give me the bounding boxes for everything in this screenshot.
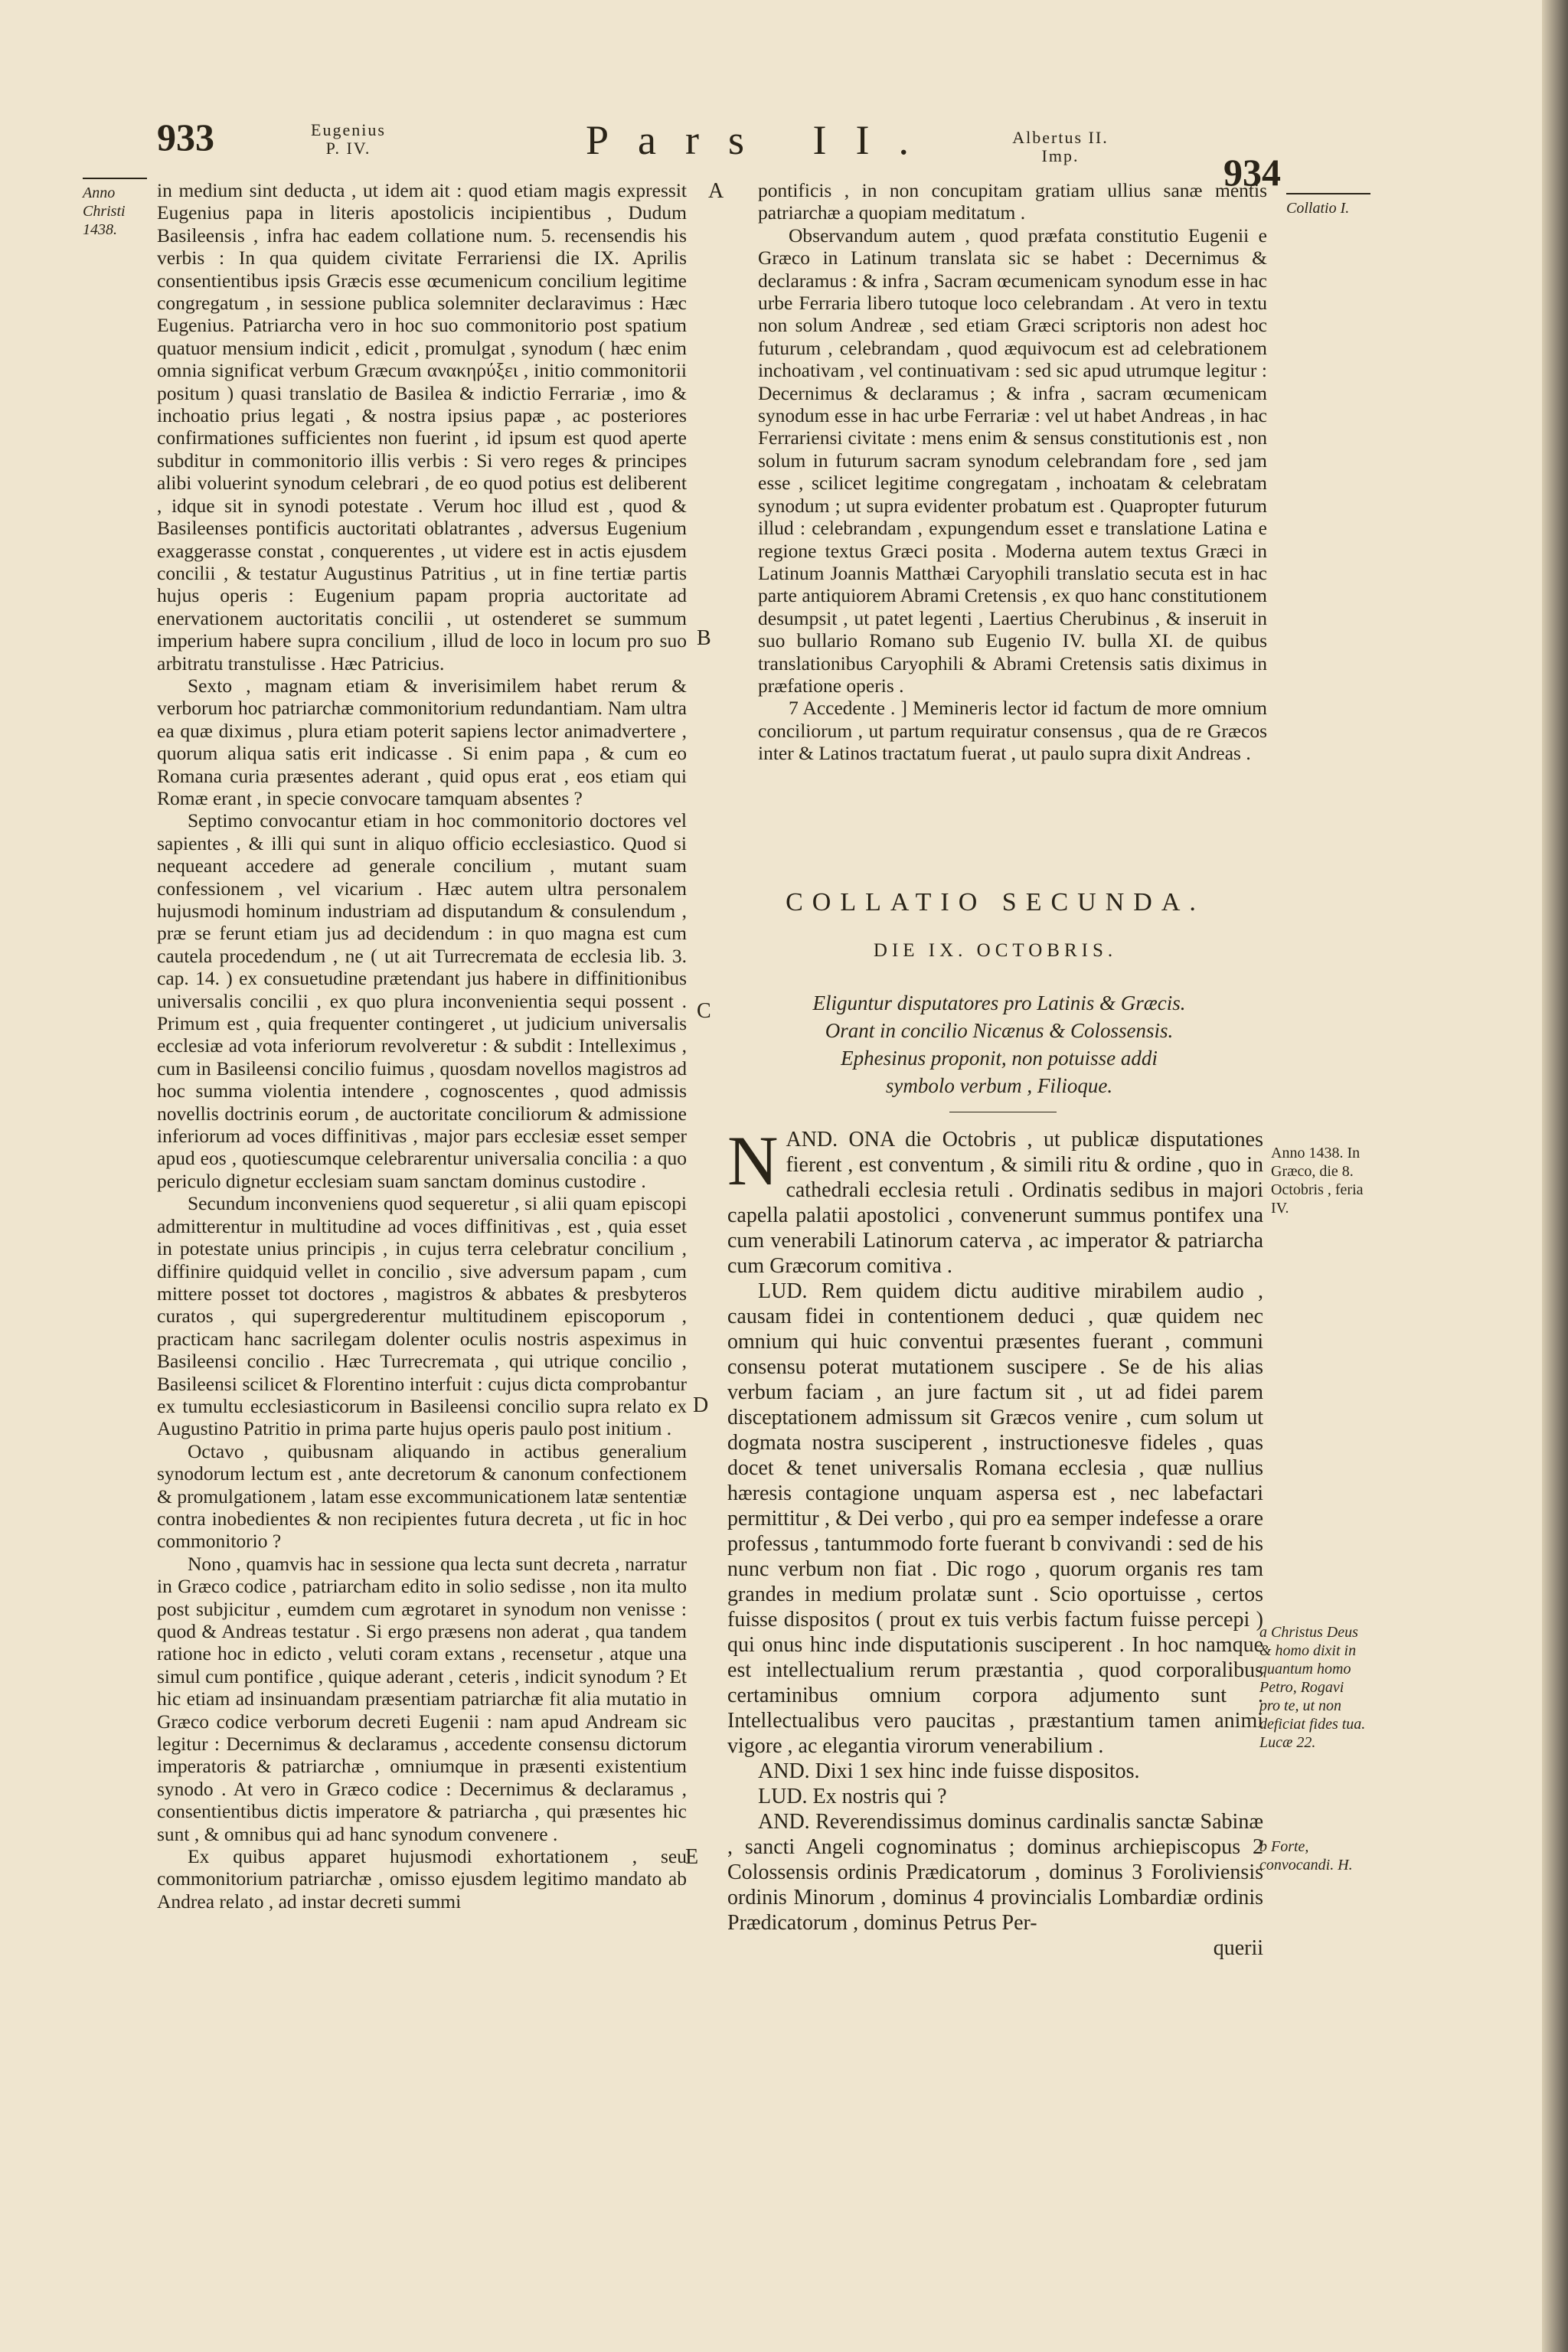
right-note-paragraph: 7 Accedente . ] Memineris lector id factum de more omnium conciliorum , ut partum requiratur consensus , qua de re Græcos inter & Latinos tractatum fuerat , ut paulo supra dixit Andreas .	[758, 697, 1267, 765]
section-title: COLLATIO SECUNDA.	[786, 888, 1205, 916]
margin-footnote-b: b Forte, convocandi. H.	[1259, 1838, 1353, 1873]
dialogue-column	[727, 1122, 1263, 1961]
left-runhead-line1: Eugenius	[311, 120, 386, 139]
left-runhead-line2: P. IV.	[325, 139, 371, 158]
section-letter-c: C	[697, 999, 711, 1023]
left-paragraph: Ex quibus apparet hujusmodi exhortationem , seu commonitorium patriarchæ , omisso ejusdem legitimo mandato ab Andrea relato , ad instar decreti summi	[157, 1845, 687, 1913]
section-summary	[766, 989, 1233, 1099]
margin-year-note	[83, 178, 153, 239]
summary-line: Orant in concilio Nicænus & Colossensis.	[825, 1019, 1174, 1042]
right-runhead-line1: Albertus II.	[1012, 128, 1109, 147]
page-edge-shadow	[1542, 0, 1568, 2352]
left-text-column	[157, 179, 687, 1913]
left-paragraph: Octavo , quibusnam aliquando in actibus generalium synodorum lectum est , ante decretorum & canonum confectionem & promulgationem , latam esse excommunicationem latæ sententiæ contra inobedientes & non recipientes futura decreta , ut fic in hoc commonitorio ?	[157, 1439, 687, 1553]
dialogue-text: Rem quidem dictu auditive mirabilem audio , causam fidei in contentionem deduci , quæ quidem nec omnium qui huic conventui præsentes fuerant , communi consensu poterat mutationem suscipere . Se de his alias verbum faciam , an jure factum sit , ut ad fidei parem disceptationem admissum sit Græcos venire , cum solum ut dogmata nostra susciperent , instructionesve fideles , quas docet & tenet universalis Romana ecclesia , quæ nullius hæresis contagione unquam aspersa est , nec labefactari permittitur , & Dei verbo , qui pro ea semper indefesse a orare professus , tantummodo forte fuerant b convivandi : sed de his nunc verbum non fiat . Dic rogo , quorum organis res tam grandes in medium prolatæ sunt . Scio oportuisse , certos fuisse dispositos ( prout ex tuis verbis factum fuisse percepi ) qui onus hinc inde disputationis susciperent . In hoc namque est intellectualium rerum præstantia , quod corporalibus certaminibus omnium corpora adjumento sunt . Intellectualibus vero paucitas , præstantium tamen animi vigore , ac elegantia virorum venerabilium .	[727, 1279, 1263, 1758]
dialogue-paragraph	[727, 1279, 1263, 1759]
right-page-number: 934	[1223, 151, 1281, 194]
dialogue-paragraph: AND. Dixi 1 sex hinc inde fuisse dispositos.	[758, 1759, 1140, 1783]
left-paragraph: in medium sint deducta , ut idem ait : quod etiam magis expressit Eugenius papa in literis apostolicis incipientibus , Dudum Basileensis , infra hac eadem collatione num. 5. recensendis his verbis : In qua quidem civitate Ferrariensi die IX. Aprilis consentientibus ipsis Græcis esse œcumenicum concilium legitime congregatum , in sessione publica solemniter declaravimus : Hæc Eugenius. Patriarcha vero in hoc suo commonitorio post spatium quatuor mensium indicit , edicit , promulgat , synodum ( hæc enim omnia significat verbum Græcum ανακηρύξει , initio commonitorii positum ) quasi translatio de Basilea & indictio Ferrariæ , imo & inchoatio prius legati , & nostra ipsius papæ , ac posteriores confirmationes sufficientes non fuerint , id ipsum est quod aperte subditur in commonitorio illis verbis : Si vero reges & principes alibi voluerint synodum celebrari , de eo quod potius est deliberent , idque sit in synodi potestate . Verum hoc illud est , quod & Basileenses pontificis auctoritati oblatrantes , adversus Eugenium exaggerasse constat , conquerentes , ut videre est in actis ejusdem concilii , & testatur Augustinus Patritius , ut in fine tertiæ partis hujus operis : Eugenium papam propria auctoritate ad enervationem auctoritatis concilii , ut ostenderet se summum imperium habere supra concilium , illud de loco in locum pro suo arbitratu transtulisse . Hæc Patricius.	[157, 179, 687, 675]
left-paragraph: Sexto , magnam etiam & inverisimilem habet rerum & verborum hoc patriarchæ commonitorium redundantiam. Nam ultra ea quæ diximus , plura etiam poterit sapiens lector animadvertere , quorum aliqua satis erit indicasse . Si enim papa , & cum eo Romana curia præsentes aderant , quid opus erat , eos etiam qui Romæ erant , in specie convocare tamquam absentes ?	[157, 674, 687, 809]
left-paragraph: Nono , quamvis hac in sessione qua lecta sunt decreta , narratur in Græco codice , patriarcham edito in solio sedisse , non ita multo post subjicitur , eumdem cum ægrotaret in synodum non venisse : quod & Andreas testatur . Si ergo præsens non aderat , qua tandem ratione hoc in edicto , veluti coram extans , recensetur , atque una simul cum pontifice , quique aderant , ceteris , indicit synodum ? Et hic etiam ad insinuandam præsentiam patriarchæ fit alia mutatio in Græco codice verborum decreti Eugenii : nam apud Andream sic legitur : Decernimus & declaramus , accedente consensu dictorum imperatoris & patriarchæ , omniumque in præsenti existentium synodo . At vero in Græco codice : Decernimus & declaramus , consentientibus dictis imperatore & patriarcha , qui præsentes hic sunt , & omnibus qui ad hanc synodum convenere .	[157, 1552, 687, 1845]
catchword: querii	[1213, 1936, 1263, 1960]
margin-year: 1438.	[83, 221, 117, 238]
speaker-label: AND.	[786, 1128, 838, 1152]
margin-collatio-note	[1286, 193, 1386, 217]
speaker-label: LUD.	[758, 1279, 808, 1303]
summary-line: Eliguntur disputatores pro Latinis & Græcis.	[812, 991, 1186, 1014]
section-letter-d: D	[693, 1393, 709, 1417]
margin-anno: Anno	[83, 185, 116, 201]
right-runhead-line2: Imp.	[1041, 146, 1080, 165]
right-notes-column	[758, 179, 1267, 765]
dialogue-paragraph: LUD. Ex nostris qui ?	[758, 1785, 947, 1808]
section-date: DIE IX. OCTOBRIS.	[873, 940, 1118, 961]
left-paragraph: Secundum inconveniens quod sequeretur , si alii quam episcopi admitterentur in multitudine ad voces diffinitivas , est , quia esset in potestate unius principis , in cujus terra celebratur concilium , diffinire quidquid vellet in concilio , sive adversum papam , cum mittere posset tot doctores , magistros & abbates & presbyteros curatos , qui supergrederentur multitudinem episcoporum , practicam hanc sacrilegam dolenter oculis nostris aspeximus in Basileensi concilio . Hæc Turrecremata , qui utrique concilio , Basileensi scilicet & Florentino interfuit : cujus dicta comprobantur ex tumultu ecclesiasticorum in Basileensi concilio supra relato ex Augustino Patritio in prima parte hujus operis paulo post initium .	[157, 1192, 687, 1440]
page-title: Pars II.	[586, 117, 938, 163]
left-paragraph: Septimo convocantur etiam in hoc commonitorio doctores vel sapientes , & illi qui sunt in aliquo officio ecclesiastico. Quod si nequeant accedere ad generale concilium , mutant suam confessionem , vel vicarium . Hæc autem ultra personalem hujusmodi hominum industriam ad disputandum & consulendum , præ se ferunt etiam jus ad decidendum : in quo magna est cum cautela procedendum , ne ( ut ait Turrecremata de ecclesia lib. 3. cap. 14. ) ex consuetudine prætendant jus habere in diffinitionibus universalis concilii , ex quo plura inconvenientia sequi possent . Primum est , quia frequenter contingeret , ut judicium universalis ecclesiæ ad vota inferiorum revolveretur : & subdit : Intelleximus , cum in Basileensi concilio fuimus , quosdam novellos magistros ad hoc summa violentia intendere , cognoscentes , quod admissis novellis doctrinis eorum , de auctoritate conciliorum & admissione inferiorum ad voces diffinitivas , major pars ecclesiæ esset semper apud eos , quotiescumque celebrarentur universalia concilia : a quo periculo dignetur ecclesiam suam sanctam dominus custodire .	[157, 809, 687, 1192]
summary-line: Ephesinus proponit, non potuisse addi	[841, 1047, 1158, 1070]
left-page-number: 933	[157, 116, 214, 158]
margin-rule	[83, 178, 147, 179]
margin-footnote-a: a Christus Deus & homo dixit in quantum homo Petro, Rogavi pro te, ut non deficiat fides tua. Lucæ 22.	[1259, 1624, 1366, 1751]
section-letter-b: B	[697, 626, 711, 650]
margin-christi: Christi	[83, 203, 126, 220]
margin-rule-right	[1286, 193, 1370, 194]
summary-line: symbolo verbum , Filioque.	[885, 1074, 1113, 1097]
right-note-paragraph: pontificis , in non concupitam gratiam ullius sanæ mentis patriarchæ a quopiam meditatum .	[758, 179, 1267, 224]
margin-collatio-text: Collatio I.	[1286, 200, 1350, 217]
drop-capital: N	[727, 1122, 779, 1200]
right-note-paragraph: Observandum autem , quod præfata constitutio Eugenii e Græco in Latinum translata sic se habet : Decernimus & declaramus : & infra , Sacram œcumenicam synodum esse in hac urbe Ferraria libero tutoque loco celebrandam . At vero in textu non solum Andreæ , sed etiam Græci scriptoris non adest hoc futurum , celebrandam , quod æquivocum est ad celebrationem inchoativam , vel continuativam : sed sic apud utrumque legitur : Decernimus & declaramus ; & infra , sacram œcumenicam synodum esse in hac urbe Ferrariæ : vel ut habet Andreas , in hac Ferrariensi civitate : mens enim & sensus constitutionis est , non solum in futurum sacram synodum celebrandam fore , sed jam esse , scilicet legitime congregatam , inchoatam & celebratam synodum ; ut supra evidenter probatum est . Quapropter futurum illud : celebrandam , expungendum esset e translatione Latina e regione textus Græci posita . Moderna autem textus Græci in Latinum Joannis Matthæi Caryophili translatio secuta est in hac parte antiquiorem Abrami Cretensis , ex quo hanc constitutionem desumpsit , ut patet legenti , Laertius Cherubinus , & inseruit in suo bullario Romano sub Eugenio IV. bulla XI. de quibus translationibus Caryophili & Abrami Cretensis satis diximus in præfatione operis .	[758, 224, 1267, 697]
section-letter-a: A	[708, 179, 724, 203]
dialogue-paragraph: AND. Reverendissimus dominus cardinalis sanctæ Sabinæ , sancti Angeli cognominatus ; dominus archiepiscopus 2 Colossensis ordinis Prædicatorum , dominus 3 Foroliviensis ordinis Minorum , dominus 4 provincialis Lombardiæ ordinis Prædicatorum , dominus Petrus Per-	[727, 1810, 1263, 1935]
margin-anno-note: Anno 1438. In Græco, die 8. Octobris , feria IV.	[1271, 1145, 1364, 1217]
dialogue-paragraph	[727, 1122, 1263, 1279]
dialogue-text: ONA die Octobris , ut publicæ disputationes fierent , est conventum , & simili ritu & ordine , quo in cathedrali ecclesia retuli . Ordinatis sedibus in majori capella palatii apostolici , convenerunt summus pontifex una cum venerabili Latinorum caterva , ac imperator & patriarcha cum Græcorum comitiva .	[727, 1128, 1263, 1278]
section-letter-e: E	[685, 1845, 699, 1869]
left-running-head	[299, 121, 398, 182]
